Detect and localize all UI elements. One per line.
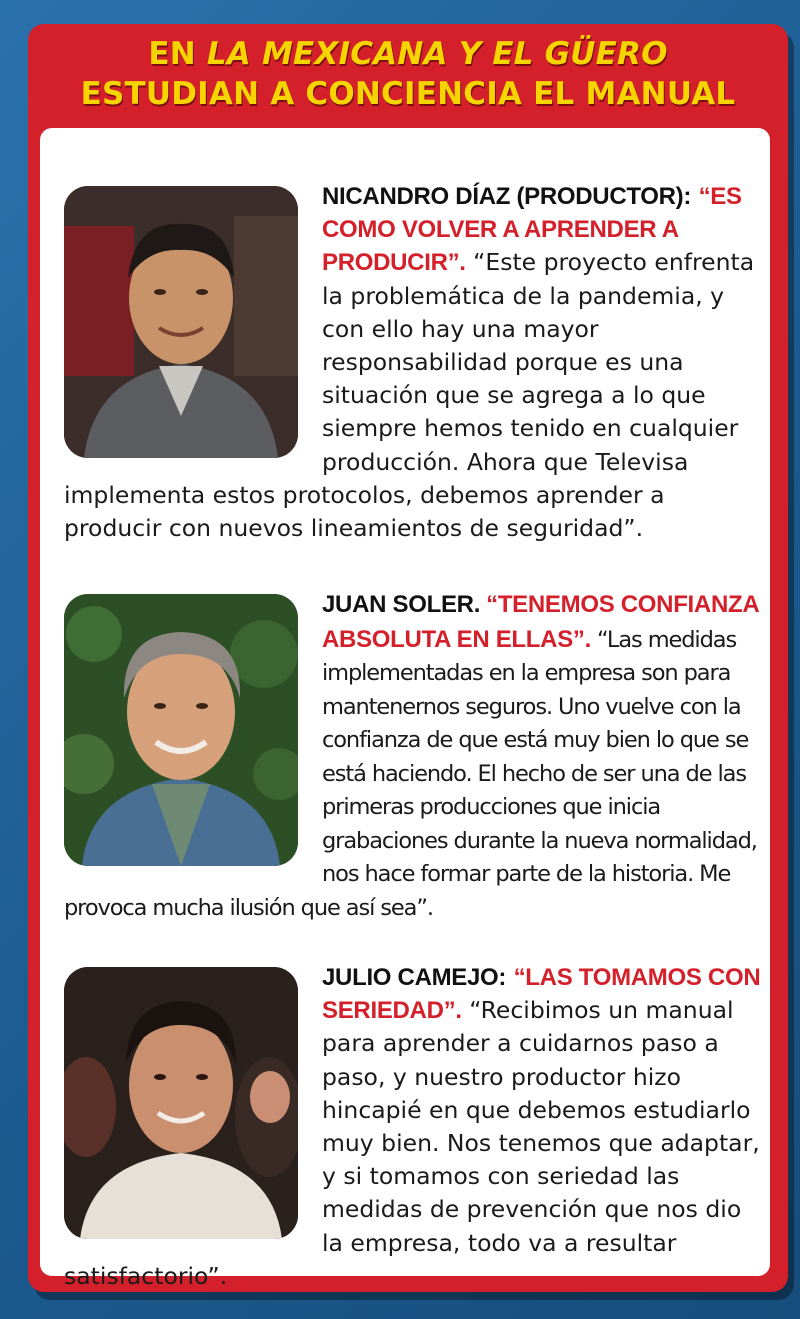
entry-juan-soler <box>64 588 764 925</box>
article-panel <box>28 24 788 1292</box>
speaker-name: JULIO CAMEJO: <box>322 964 507 991</box>
person-portrait-icon <box>64 594 298 866</box>
title-show-name: LA MEXICANA Y EL GÜERO <box>206 36 668 72</box>
headline-quote: “LAS TOMAMOS CON SERIEDAD”. <box>322 964 761 1025</box>
portrait-illustration <box>64 186 298 458</box>
person-portrait-icon <box>64 967 298 1239</box>
entry-body: “Las medidas implementadas en la empresa son para mantenernos seguros. Uno vuelve con la confianza de que está muy bien lo que se está haciendo. El hecho de ser una de las primeras producciones que inicia grabaciones durante la nueva normalidad, nos hace formar parte de la historia. Me provoca mucha ilusión que así sea”. <box>64 626 757 921</box>
speaker-name: JUAN SOLER. <box>322 591 481 618</box>
portrait-illustration <box>64 967 298 1239</box>
portrait-illustration <box>64 594 298 866</box>
person-portrait-icon <box>64 186 298 458</box>
content-card <box>40 128 770 1290</box>
title-line-2: ESTUDIAN A CONCIENCIA EL MANUAL <box>80 76 736 112</box>
entry-body: “Este proyecto enfrenta la problemática de la pandemia, y con ello hay una mayor responsabilidad porque es una situación que se agrega a lo que siempre hemos tenido en cualquier producción. Ahora que Televisa implementa estos protocolos, debemos aprender a producir con nuevos lineamientos de seguridad”. <box>64 248 755 543</box>
headline-quote: “TENEMOS CONFIANZA ABSOLUTA EN ELLAS”. <box>322 591 759 653</box>
entry-julio-camejo <box>64 961 764 1293</box>
entry-nicandro-diaz <box>64 180 764 545</box>
entry-body: “Recibimos un manual para aprender a cuidarnos paso a paso, y nuestro productor hizo hincapié en que debemos estudiarlo muy bien. Nos tenemos que adaptar, y si tomamos con seriedad las medidas de prevención que nos dio la empresa, todo va a resultar satisfactorio”. <box>64 996 760 1290</box>
headline-quote: “ES COMO VOLVER A APRENDER A PRODUCIR”. <box>322 183 742 277</box>
title-prefix: EN <box>148 36 207 72</box>
speaker-name: NICANDRO DÍAZ (PRODUCTOR): <box>322 183 692 210</box>
panel-title <box>28 34 788 114</box>
